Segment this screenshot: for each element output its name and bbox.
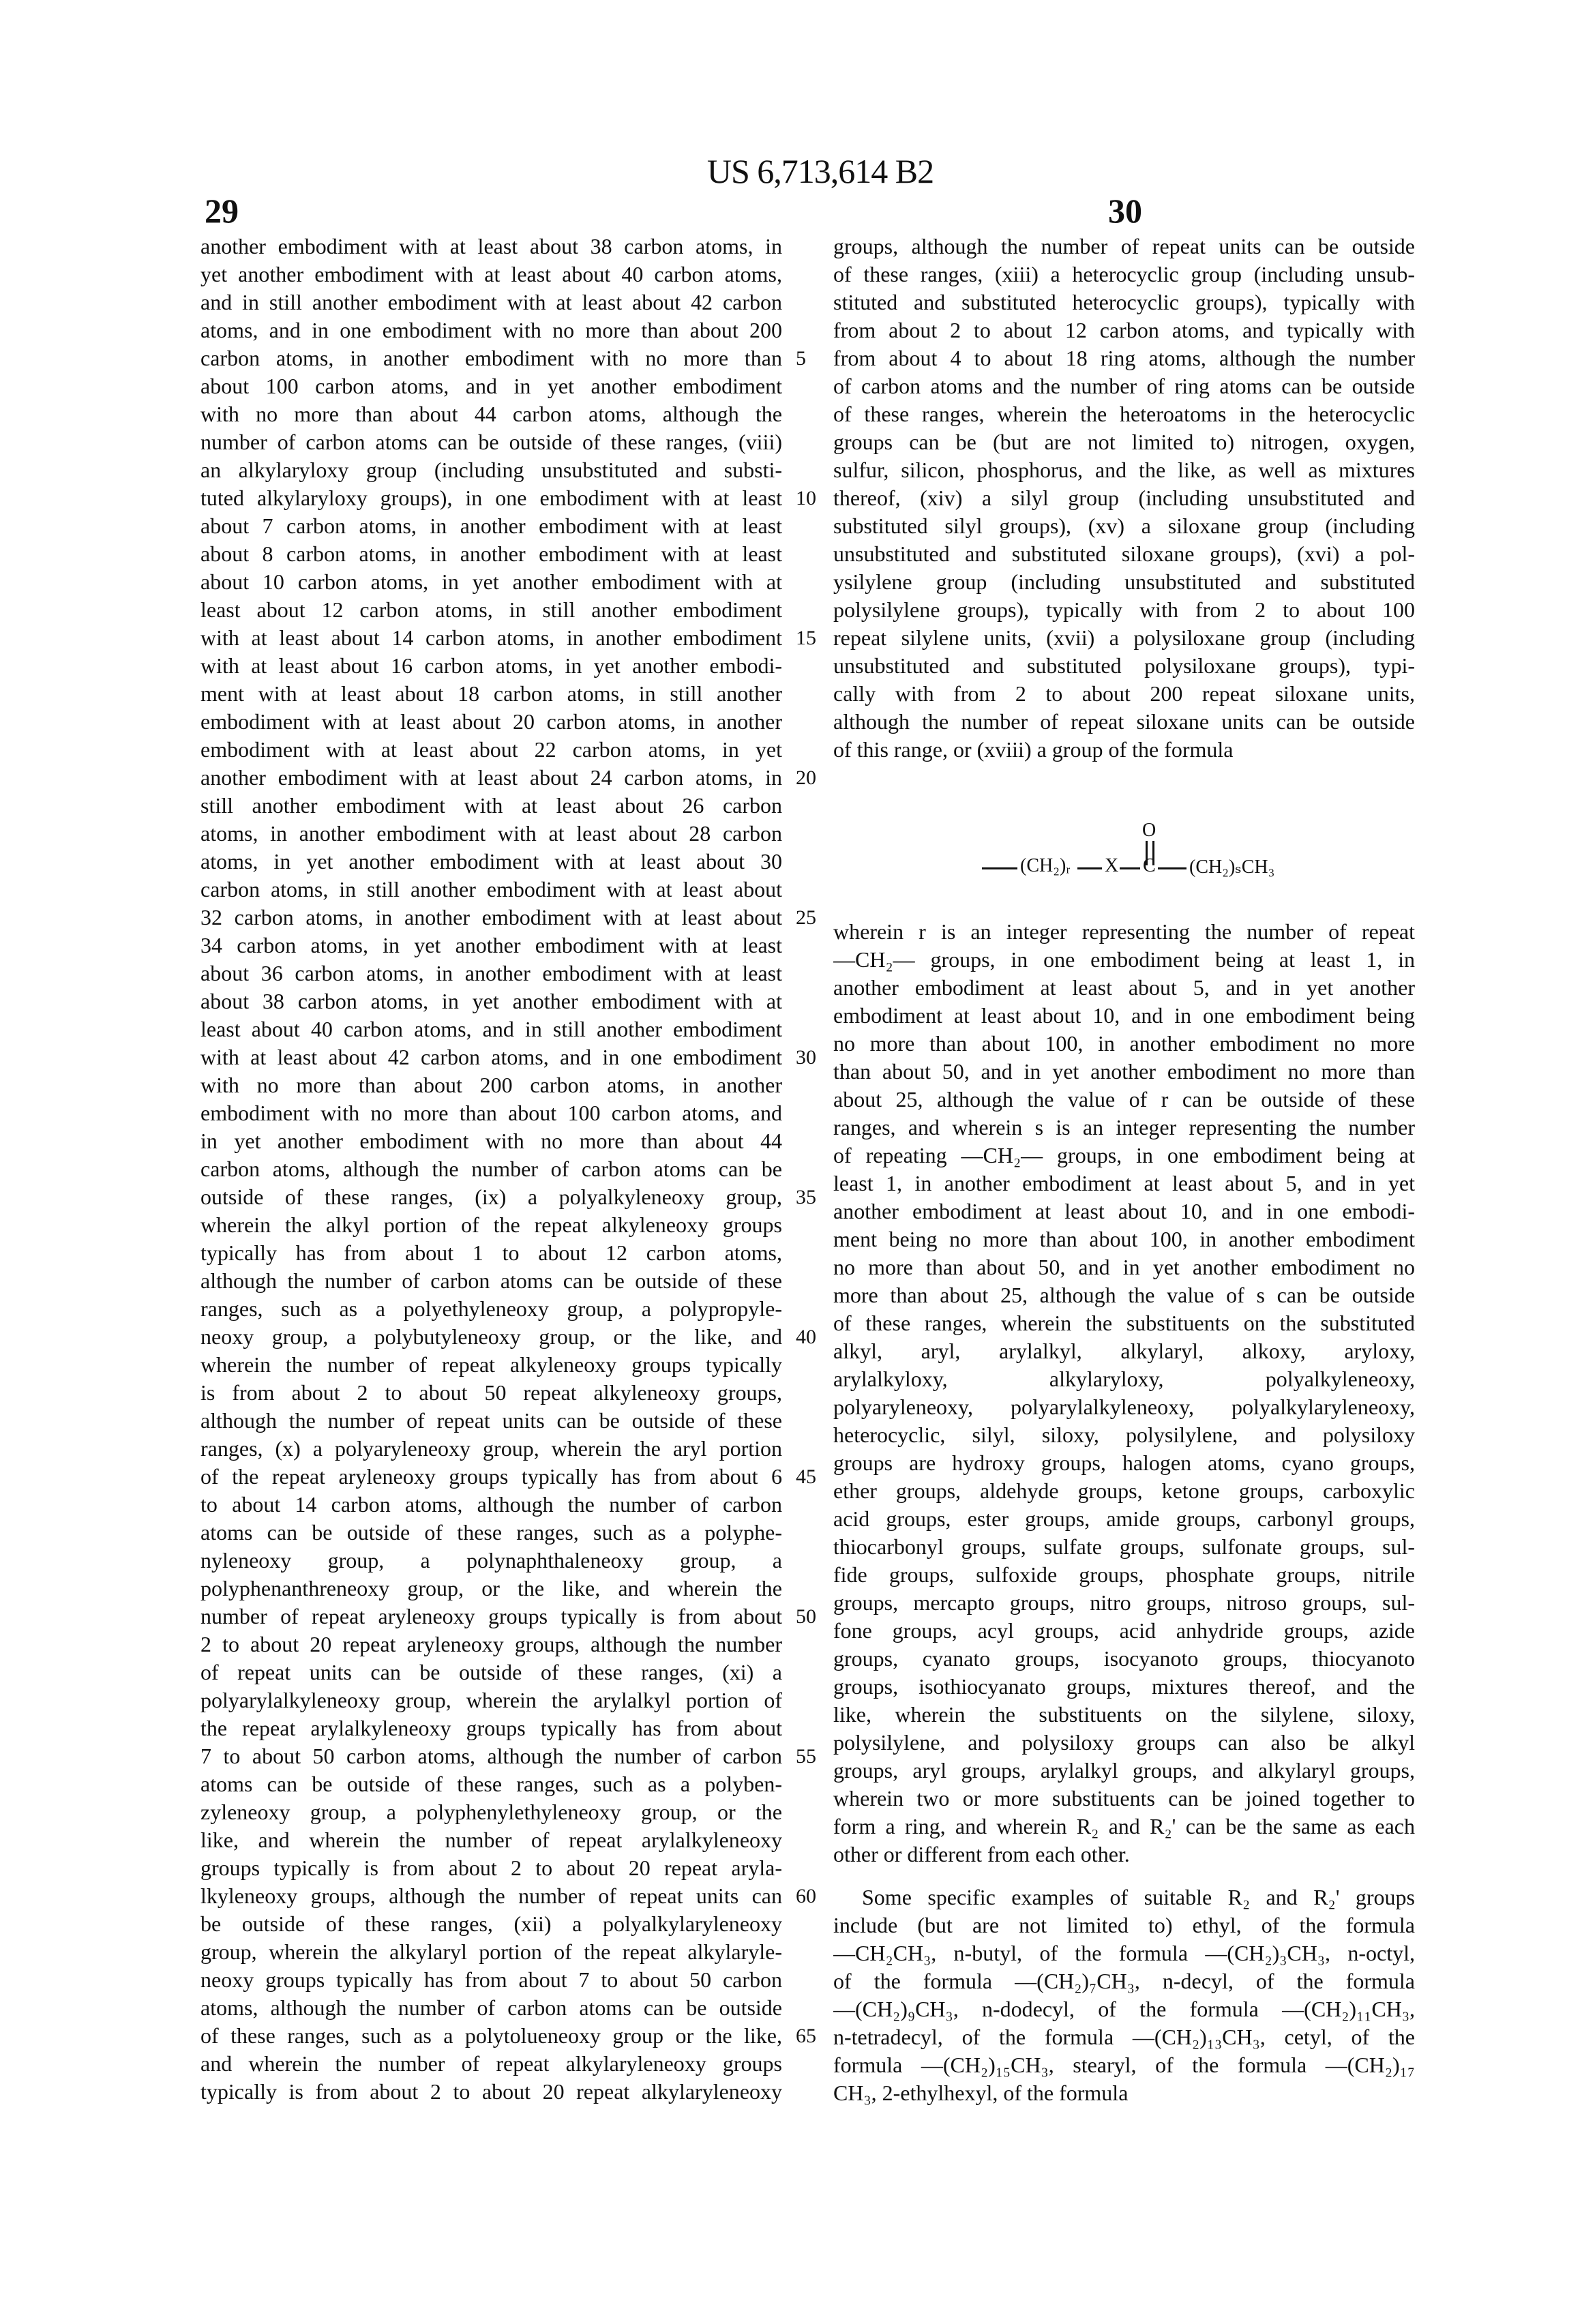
text-line: like, and wherein the number of repeat arylalkyleneoxy xyxy=(200,1826,782,1854)
text-line: groups, mercapto groups, nitro groups, nitroso groups, sul- xyxy=(833,1589,1415,1617)
line-number: 55 xyxy=(796,1742,816,1770)
text-line: 34 carbon atoms, in yet another embodiment with at least xyxy=(200,932,782,959)
text-line: groups typically is from about 2 to about 20 repeat aryla- xyxy=(200,1854,782,1882)
text-line: outside of these ranges, (ix) a polyalkyleneoxy group, xyxy=(200,1183,782,1211)
text-line: acid groups, ester groups, amide groups, carbonyl groups, xyxy=(833,1505,1415,1533)
text-line: yet another embodiment with at least about 40 carbon atoms, xyxy=(200,260,782,288)
text-line: groups, although the number of repeat units can be outside xyxy=(833,233,1415,260)
text-line: unsubstituted and substituted polysiloxane groups), typi- xyxy=(833,652,1415,680)
line-number: 20 xyxy=(796,764,816,792)
text-line: no more than about 100, in another embodiment no more xyxy=(833,1030,1415,1058)
text-line: polysilylene, and polysiloxy groups can also be alkyl xyxy=(833,1729,1415,1757)
text-line: about 38 carbon atoms, in yet another embodiment with at xyxy=(200,987,782,1015)
text-line: of repeat units can be outside of these ranges, (xi) a xyxy=(200,1658,782,1686)
text-line: atoms, and in one embodiment with no more than about 200 xyxy=(200,316,782,344)
text-line: fone groups, acyl groups, acid anhydride groups, azide xyxy=(833,1617,1415,1645)
text-line: of these ranges, wherein the substituents on the substituted xyxy=(833,1309,1415,1337)
patent-number: US 6,713,614 B2 xyxy=(0,151,1582,191)
text-line: group, wherein the alkylaryl portion of the repeat alkylaryle- xyxy=(200,1938,782,1966)
text-line: about 100 carbon atoms, and in yet another embodiment xyxy=(200,372,782,400)
bond-line xyxy=(1158,867,1186,869)
text-line: embodiment with at least about 22 carbon atoms, in yet xyxy=(200,736,782,764)
text-line: lkyleneoxy groups, although the number of repeat units can xyxy=(200,1882,782,1910)
line-number: 45 xyxy=(796,1463,816,1491)
line-number: 10 xyxy=(796,484,816,512)
text-line: wherein the alkyl portion of the repeat alkyleneoxy groups xyxy=(200,1211,782,1239)
text-line: like, wherein the substituents on the silylene, siloxy, xyxy=(833,1701,1415,1729)
bond-line xyxy=(1120,867,1140,869)
text-line: unsubstituted and substituted siloxane groups), (xvi) a pol- xyxy=(833,540,1415,568)
text-line: another embodiment with at least about 38 carbon atoms, in xyxy=(200,233,782,260)
text-line: of the formula —(CH₂)₇CH₃, n-decyl, of the formula xyxy=(833,1967,1415,1995)
line-number: 40 xyxy=(796,1323,816,1351)
text-line: groups can be (but are not limited to) nitrogen, oxygen, xyxy=(833,428,1415,456)
text-line: polyarylalkyleneoxy group, wherein the arylalkyl portion of xyxy=(200,1686,782,1714)
text-line: groups, aryl groups, arylalkyl groups, and alkylaryl groups, xyxy=(833,1757,1415,1785)
text-line: and wherein the number of repeat alkylaryleneoxy groups xyxy=(200,2050,782,2078)
text-line: embodiment with at least about 20 carbon atoms, in another xyxy=(200,708,782,736)
text-line: 2 to about 20 repeat aryleneoxy groups, although the number xyxy=(200,1630,782,1658)
text-line: polyphenanthreneoxy group, or the like, and wherein the xyxy=(200,1575,782,1603)
text-line: of carbon atoms and the number of ring atoms can be outside xyxy=(833,372,1415,400)
formula-carbon: C xyxy=(1143,855,1156,877)
text-line: atoms can be outside of these ranges, such as a polyben- xyxy=(200,1770,782,1798)
text-line: neoxy group, a polybutyleneoxy group, or the like, and xyxy=(200,1323,782,1351)
text-line: about 25, although the value of r can be outside of these xyxy=(833,1086,1415,1114)
text-line: carbon atoms, although the number of carbon atoms can be xyxy=(200,1155,782,1183)
text-line: stituted and substituted heterocyclic groups), typically with xyxy=(833,288,1415,316)
double-bond xyxy=(1152,841,1154,865)
line-number: 35 xyxy=(796,1183,816,1211)
text-line: 32 carbon atoms, in another embodiment with at least about xyxy=(200,904,782,932)
text-line: least about 12 carbon atoms, in still another embodiment xyxy=(200,596,782,624)
text-line: still another embodiment with at least about 26 carbon xyxy=(200,792,782,820)
text-line: other or different from each other. xyxy=(833,1841,1415,1868)
text-line: wherein two or more substituents can be joined together to xyxy=(833,1785,1415,1813)
text-line: no more than about 50, and in yet another embodiment no xyxy=(833,1253,1415,1281)
text-line: fide groups, sulfoxide groups, phosphate groups, nitrile xyxy=(833,1561,1415,1589)
text-line: zyleneoxy group, a polyphenylethyleneoxy group, or the xyxy=(200,1798,782,1826)
text-line: substituted silyl groups), (xv) a siloxane group (including xyxy=(833,512,1415,540)
text-line: n-tetradecyl, of the formula —(CH₂)₁₃CH₃, cetyl, of the xyxy=(833,2023,1415,2051)
text-line: number of repeat aryleneoxy groups typically is from about xyxy=(200,1603,782,1630)
text-line: from about 2 to about 12 carbon atoms, and typically with xyxy=(833,316,1415,344)
page-number-right: 30 xyxy=(1108,191,1142,230)
double-bond xyxy=(1146,841,1148,865)
line-number: 5 xyxy=(796,344,806,372)
text-line: in yet another embodiment with no more than about 44 xyxy=(200,1127,782,1155)
text-line: include (but are not limited to) ethyl, of the formula xyxy=(833,1911,1415,1939)
text-line: alkyl, aryl, arylalkyl, alkylaryl, alkoxy, aryloxy, xyxy=(833,1337,1415,1365)
text-line: of these ranges, such as a polytolueneoxy group or the like, xyxy=(200,2022,782,2050)
text-line: thereof, (xiv) a silyl group (including unsubstituted and xyxy=(833,484,1415,512)
formula-left-group: (CH₂)ᵣ xyxy=(1020,855,1071,877)
text-line: with at least about 14 carbon atoms, in another embodiment xyxy=(200,624,782,652)
text-line: embodiment with no more than about 100 carbon atoms, and xyxy=(200,1099,782,1127)
text-line: ment with at least about 18 carbon atoms, in still another xyxy=(200,680,782,708)
text-line: another embodiment at least about 5, and in yet another xyxy=(833,974,1415,1002)
text-line: to about 14 carbon atoms, although the number of carbon xyxy=(200,1491,782,1519)
text-line: than about 50, and in yet another embodiment no more than xyxy=(833,1058,1415,1086)
text-line: form a ring, and wherein R₂ and R₂' can be the same as each xyxy=(833,1813,1415,1841)
text-line: of this range, or (xviii) a group of the formula xyxy=(833,736,1415,764)
text-line: atoms can be outside of these ranges, such as a polyphe- xyxy=(200,1519,782,1547)
text-line: carbon atoms, in still another embodiment with at least about xyxy=(200,876,782,904)
text-line: least 1, in another embodiment at least about 5, and in yet xyxy=(833,1170,1415,1197)
formula-oxygen: O xyxy=(1142,820,1156,841)
text-line: wherein r is an integer representing the number of repeat xyxy=(833,918,1415,946)
bond-line xyxy=(982,867,1017,869)
text-line: of repeating —CH₂— groups, in one embodiment being at xyxy=(833,1142,1415,1170)
text-line: typically has from about 1 to about 12 carbon atoms, xyxy=(200,1239,782,1267)
text-line: carbon atoms, in another embodiment with no more than xyxy=(200,344,782,372)
text-line: another embodiment with at least about 24 carbon atoms, in xyxy=(200,764,782,792)
text-line: with at least about 16 carbon atoms, in yet another embodi- xyxy=(200,652,782,680)
line-number: 30 xyxy=(796,1043,816,1071)
text-line: of these ranges, (xiii) a heterocyclic group (including unsub- xyxy=(833,260,1415,288)
line-number: 25 xyxy=(796,904,816,932)
text-line: embodiment at least about 10, and in one embodiment being xyxy=(833,1002,1415,1030)
text-line: ranges, such as a polyethyleneoxy group, a polypropyle- xyxy=(200,1295,782,1323)
text-line: thiocarbonyl groups, sulfate groups, sulfonate groups, sul- xyxy=(833,1533,1415,1561)
text-line: number of carbon atoms can be outside of these ranges, (viii) xyxy=(200,428,782,456)
text-line: 7 to about 50 carbon atoms, although the number of carbon xyxy=(200,1742,782,1770)
text-line: be outside of these ranges, (xii) a polyalkylaryleneoxy xyxy=(200,1910,782,1938)
text-line: ranges, (x) a polyaryleneoxy group, wherein the aryl portion xyxy=(200,1435,782,1463)
line-number: 60 xyxy=(796,1882,816,1910)
text-line: arylalkyloxy, alkylaryloxy, polyalkyleneoxy, xyxy=(833,1365,1415,1393)
text-line: the repeat arylalkyleneoxy groups typically has from about xyxy=(200,1714,782,1742)
text-line: from about 4 to about 18 ring atoms, although the number xyxy=(833,344,1415,372)
text-line: about 8 carbon atoms, in another embodiment with at least xyxy=(200,540,782,568)
formula-right-group: (CH₂)ₛCH₃ xyxy=(1189,855,1274,878)
text-line: repeat silylene units, (xvii) a polysiloxane group (including xyxy=(833,624,1415,652)
text-line: another embodiment at least about 10, and in one embodi- xyxy=(833,1197,1415,1225)
text-line: with at least about 42 carbon atoms, and in one embodiment xyxy=(200,1043,782,1071)
text-line: is from about 2 to about 50 repeat alkyleneoxy groups, xyxy=(200,1379,782,1407)
text-line: groups, isothiocyanato groups, mixtures thereof, and the xyxy=(833,1673,1415,1701)
text-line: sulfur, silicon, phosphorus, and the like, as well as mixtures xyxy=(833,456,1415,484)
text-line: with no more than about 200 carbon atoms, in another xyxy=(200,1071,782,1099)
text-line: ysilylene group (including unsubstituted and substituted xyxy=(833,568,1415,596)
text-line: ranges, and wherein s is an integer representing the number xyxy=(833,1114,1415,1142)
text-line: groups are hydroxy groups, halogen atoms, cyano groups, xyxy=(833,1449,1415,1477)
text-line: nyleneoxy group, a polynaphthaleneoxy group, a xyxy=(200,1547,782,1575)
text-line: about 10 carbon atoms, in yet another embodiment with at xyxy=(200,568,782,596)
text-line: typically is from about 2 to about 20 repeat alkylaryleneoxy xyxy=(200,2078,782,2106)
text-line: —(CH₂)₉CH₃, n-dodecyl, of the formula —(CH₂)₁₁CH₃, xyxy=(833,1995,1415,2023)
text-line: wherein the number of repeat alkyleneoxy groups typically xyxy=(200,1351,782,1379)
chemical-formula xyxy=(941,805,1323,887)
text-line: although the number of carbon atoms can be outside of these xyxy=(200,1267,782,1295)
text-line: Some specific examples of suitable R₂ and R₂' groups xyxy=(833,1883,1415,1911)
line-number: 15 xyxy=(796,624,816,652)
text-line: ether groups, aldehyde groups, ketone groups, carboxylic xyxy=(833,1477,1415,1505)
text-line: polysilylene groups), typically with from 2 to about 100 xyxy=(833,596,1415,624)
text-line: atoms, in another embodiment with at least about 28 carbon xyxy=(200,820,782,848)
text-line: ment being no more than about 100, in another embodiment xyxy=(833,1225,1415,1253)
text-line: —CH₂CH₃, n-butyl, of the formula —(CH₂)₃CH₃, n-octyl, xyxy=(833,1939,1415,1967)
bond-line xyxy=(1077,867,1102,869)
text-line: with no more than about 44 carbon atoms, although the xyxy=(200,400,782,428)
text-line: neoxy groups typically has from about 7 to about 50 carbon xyxy=(200,1966,782,1994)
text-line: of these ranges, wherein the heteroatoms in the heterocyclic xyxy=(833,400,1415,428)
line-number: 50 xyxy=(796,1603,816,1630)
text-line: although the number of repeat units can be outside of these xyxy=(200,1407,782,1435)
text-line: an alkylaryloxy group (including unsubstituted and substi- xyxy=(200,456,782,484)
text-line: heterocyclic, silyl, siloxy, polysilylene, and polysiloxy xyxy=(833,1421,1415,1449)
text-line: atoms, in yet another embodiment with at least about 30 xyxy=(200,848,782,876)
text-line: —CH₂— groups, in one embodiment being at least 1, in xyxy=(833,946,1415,974)
text-line: about 7 carbon atoms, in another embodiment with at least xyxy=(200,512,782,540)
text-line: formula —(CH₂)₁₅CH₃, stearyl, of the formula —(CH₂)₁₇ xyxy=(833,2051,1415,2079)
text-line: of the repeat aryleneoxy groups typically has from about 6 xyxy=(200,1463,782,1491)
text-line: least about 40 carbon atoms, and in still another embodiment xyxy=(200,1015,782,1043)
text-line: tuted alkylaryloxy groups), in one embodiment with at least xyxy=(200,484,782,512)
formula-x: X xyxy=(1105,855,1118,877)
line-number: 65 xyxy=(796,2022,816,2050)
text-line: atoms, although the number of carbon atoms can be outside xyxy=(200,1994,782,2022)
text-line: groups, cyanato groups, isocyanoto groups, thiocyanoto xyxy=(833,1645,1415,1673)
text-line: CH₃, 2-ethylhexyl, of the formula xyxy=(833,2079,1415,2107)
text-line: polyaryleneoxy, polyarylalkyleneoxy, polyalkylaryleneoxy, xyxy=(833,1393,1415,1421)
text-line: although the number of repeat siloxane units can be outside xyxy=(833,708,1415,736)
text-line: cally with from 2 to about 200 repeat siloxane units, xyxy=(833,680,1415,708)
text-line: more than about 25, although the value of s can be outside xyxy=(833,1281,1415,1309)
page-number-left: 29 xyxy=(205,191,239,230)
text-line: about 36 carbon atoms, in another embodiment with at least xyxy=(200,959,782,987)
text-line: and in still another embodiment with at least about 42 carbon xyxy=(200,288,782,316)
